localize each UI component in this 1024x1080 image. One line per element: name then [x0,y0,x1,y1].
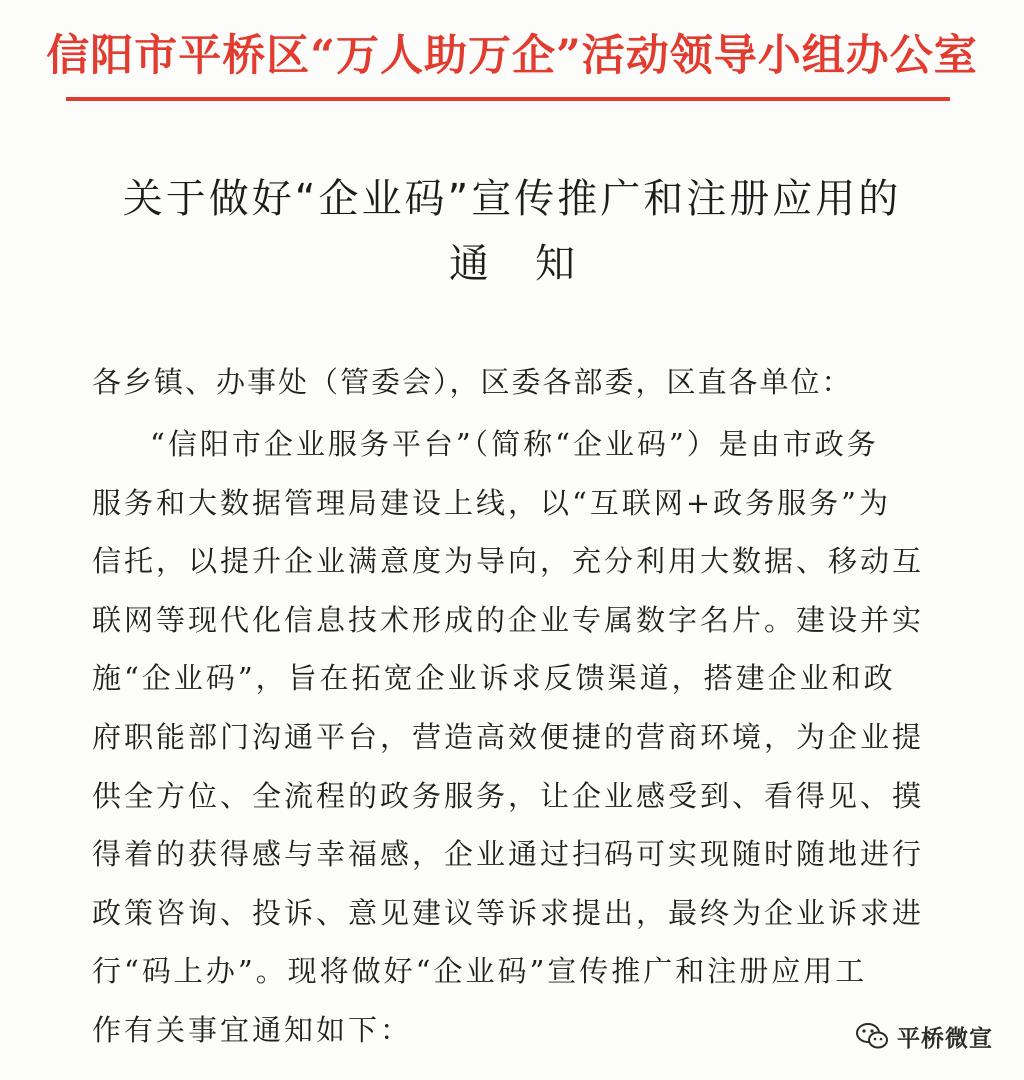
body-line: 供全方位、全流程的政务服务，让企业感受到、看得见、摸 [92,778,925,813]
watermark [855,1016,993,1056]
letterhead: 信阳市平桥区“万人助万企”活动领导小组办公室 [46,31,978,81]
body-line: 府职能部门沟通平台，营造高效便捷的营商环境，为企业提 [92,720,925,754]
watermark-text: 平桥微宣 [897,1025,993,1052]
body-line: 服务和大数据管理局建设上线，以“互联网+政务服务”为 [92,485,891,520]
body-line: 信托，以提升企业满意度为导向，充分利用大数据、移动互 [92,544,925,579]
body-line: 行“码上办”。现将做好“企业码”宣传推广和注册应用工 [92,954,868,989]
body-line: “信阳市企业服务平台”（简称“企业码”）是由市政务 [150,427,879,461]
body-line: 作有关事宜通知如下： [92,1013,413,1047]
title-line-2: 通知 [449,241,621,287]
body-line: 联网等现代化信息技术形成的企业专属数字名片。建设并实 [92,602,925,637]
body-line: 得着的获得感与幸福感，企业通过扫码可实现随时随地进行 [92,837,925,872]
letterhead-rule [66,97,950,101]
title-line-1: 关于做好“企业码”宣传推广和注册应用的 [122,176,902,222]
body-line: 施“企业码”，旨在拓宽企业诉求反馈渠道，搭建企业和政 [92,661,896,696]
wechat-icon [855,1021,889,1051]
salutation: 各乡镇、办事处（管委会），区委各部委，区直各单位： [92,365,853,399]
body-line: 政策咨询、投诉、意见建议等诉求提出，最终为企业诉求进 [92,895,925,930]
